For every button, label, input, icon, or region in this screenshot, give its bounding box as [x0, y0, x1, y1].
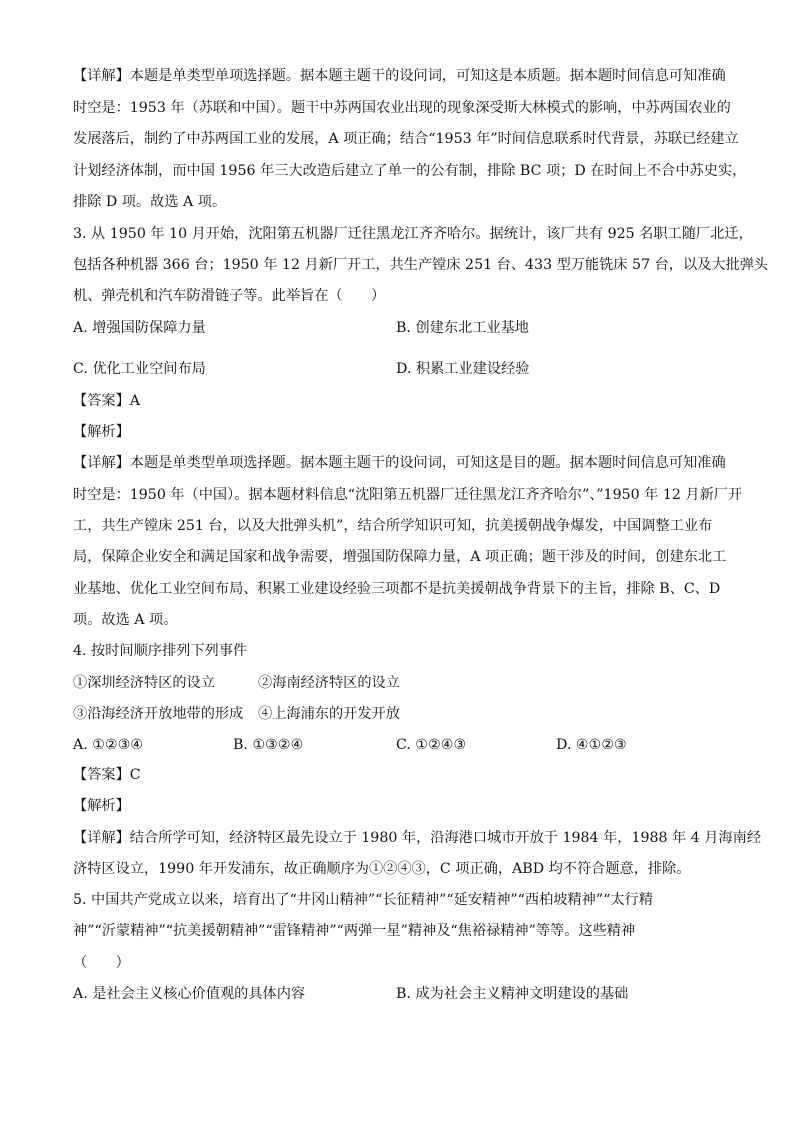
q3-explain-line-6: 项。故选 A 项。 [73, 612, 178, 628]
q4-answer: 【答案】C [73, 767, 141, 783]
q5-option-a: A. 是社会主义核心价值观的具体内容 [73, 986, 306, 1002]
q3-explain-line-3: 工，共生产镗床 251 台，以及大批弹头机”，结合所学知识可知，抗美援朝战争爆发，中国调整工业布 [73, 518, 713, 534]
q4-explain-line-2: 济特区设立，1990 年开发浦东，故正确顺序为①②④③，C 项正确，ABD 均不符合题意，排除。 [73, 861, 691, 877]
q3-stem-line-3: 机、弹壳机和汽车防滑链子等。此举旨在（ ） [73, 288, 386, 304]
q2-explain-line-2: 时空是：1953 年（苏联和中国）。题干中苏两国农业出现的现象深受斯大林模式的影响，中苏两国农业的 [73, 100, 731, 116]
q3-option-c: C. 优化工业空间布局 [73, 361, 206, 377]
q4-item-1: ①深圳经济特区的设立 [73, 675, 215, 691]
q5-stem-line-2: 神”“沂蒙精神”“抗美援朝精神”“雷锋精神”“两弹一星”精神及“焦裕禄精神”等等。这些精神 [73, 923, 636, 939]
q2-explain-line-1: 【详解】本题是单类型单项选择题。据本题主题干的设问词，可知这是本质题。据本题时间信息可知准确 [73, 68, 726, 84]
q4-option-c: C. ①②④③ [396, 737, 467, 753]
q4-stem: 4. 按时间顺序排列下列事件 [73, 643, 248, 659]
q3-option-a: A. 增强国防保障力量 [73, 320, 206, 336]
q5-stem-line-3: （ ） [73, 955, 130, 971]
q4-item-3: ③沿海经济开放地带的形成 [73, 706, 244, 722]
q3-stem-line-1: 3. 从 1950 年 10 月开始，沈阳第五机器厂迁往黑龙江齐齐哈尔。据统计，该厂共有 925 名职工随厂北迁， [73, 226, 753, 242]
q4-option-a: A. ①②③④ [73, 737, 144, 753]
q4-explain-line-1: 【详解】结合所学可知，经济特区最先设立于 1980 年，沿海港口城市开放于 1984 年，1988 年 4 月海南经 [73, 830, 762, 846]
q4-item-4: ④上海浦东的开发开放 [258, 706, 400, 722]
q4-option-d: D. ④①②③ [556, 737, 627, 753]
q2-explain-line-5: 排除 D 项。故选 A 项。 [73, 194, 227, 210]
q5-stem-line-1: 5. 中国共产党成立以来，培育出了“井冈山精神”“长征精神”“延安精神”“西柏坡精神”“太行精 [73, 892, 653, 908]
q3-analysis-heading: 【解析】 [73, 424, 130, 440]
q3-explain-line-4: 局，保障企业安全和满足国家和战争需要，增强国防保障力量，A 项正确；题干涉及的时间，创建东北工 [73, 549, 727, 565]
q4-option-b: B. ①③②④ [233, 737, 304, 753]
q5-option-b: B. 成为社会主义精神文明建设的基础 [396, 986, 629, 1002]
q4-item-2: ②海南经济特区的设立 [258, 675, 400, 691]
q3-explain-line-1: 【详解】本题是单类型单项选择题。据本题主题干的设问词，可知这是目的题。据本题时间信息可知准确 [73, 455, 726, 471]
q4-analysis-heading: 【解析】 [73, 798, 130, 814]
q2-explain-line-4: 计划经济体制，而中国 1956 年三大改造后建立了单一的公有制，排除 BC 项；D 在时间上不合中苏史实， [73, 163, 747, 179]
q3-answer: 【答案】A [73, 393, 140, 409]
q3-option-d: D. 积累工业建设经验 [396, 361, 530, 377]
q3-stem-line-2: 包括各种机器 366 台；1950 年 12 月新厂开工，共生产镗床 251 台、433 型万能铣床 57 台，以及大批弹头 [73, 257, 769, 273]
q2-explain-line-3: 发展落后，制约了中苏两国工业的发展，A 项正确；结合“1953 年”时间信息联系时代背景，苏联已经建立 [73, 131, 739, 147]
q3-explain-line-5: 业基地、优化工业空间布局、积累工业建设经验三项都不是抗美援朝战争背景下的主旨，排除 B、C、D [73, 581, 721, 597]
q3-explain-line-2: 时空是：1950 年（中国）。据本题材料信息“沈阳第五机器厂迁往黑龙江齐齐哈尔”、”1950 年 12 月新厂开 [73, 487, 743, 503]
q3-option-b: B. 创建东北工业基地 [396, 320, 529, 336]
